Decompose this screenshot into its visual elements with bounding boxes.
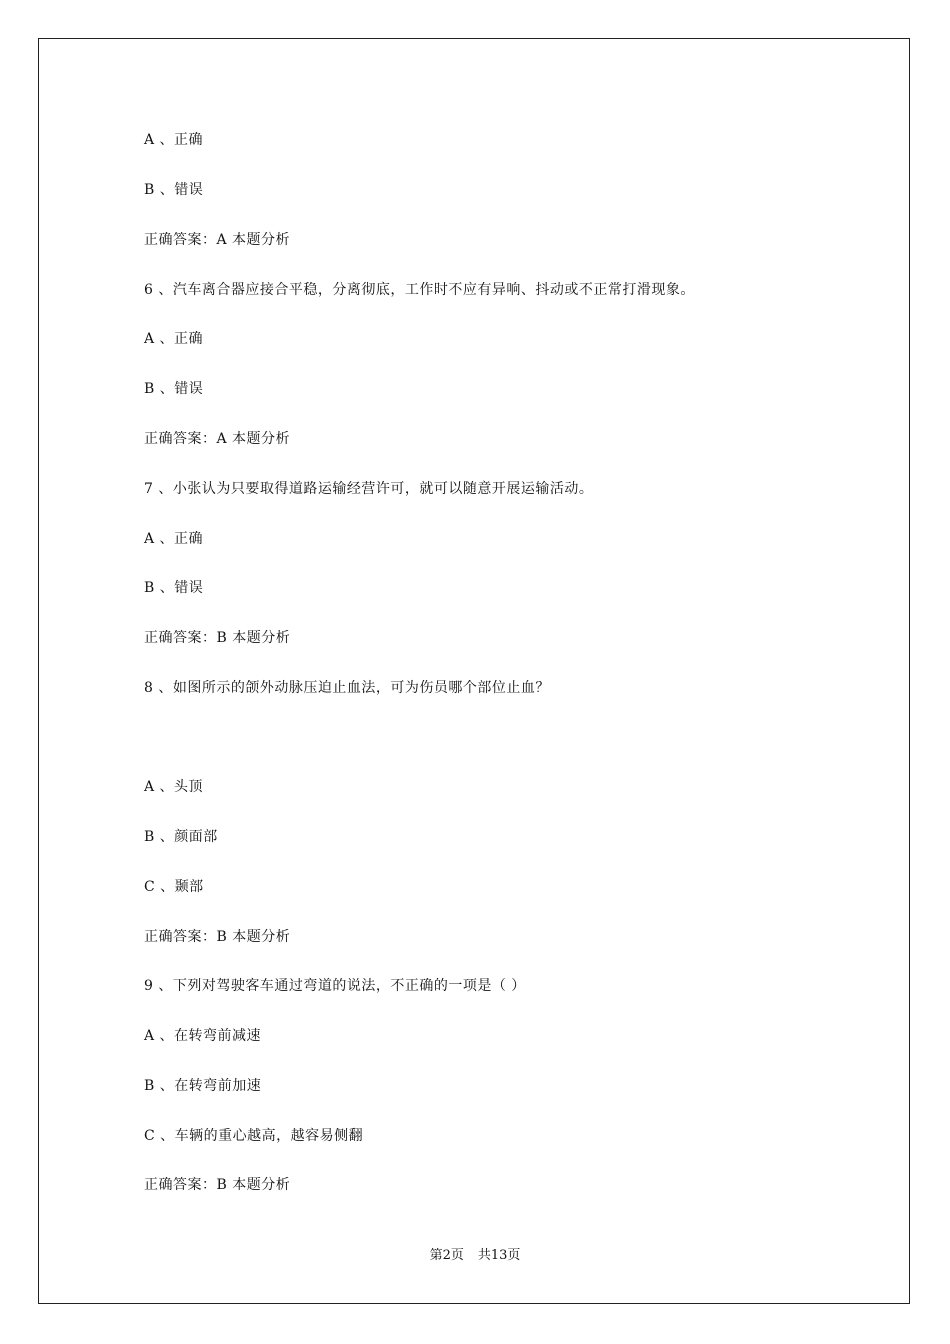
question-line: 9 、下列对驾驶客车通过弯道的说法，不正确的一项是（ ）	[144, 978, 526, 994]
option-line: A 、正确	[144, 331, 204, 347]
answer-line: 正确答案：B 本题分析	[144, 1177, 291, 1193]
option-line: B 、错误	[144, 580, 204, 596]
option-line: A 、正确	[144, 531, 204, 547]
option-line: A 、正确	[144, 132, 204, 148]
option-line: B 、错误	[144, 182, 204, 198]
page-number: 第2页	[429, 1248, 464, 1263]
page-footer	[0, 1248, 950, 1264]
answer-line: 正确答案：B 本题分析	[144, 929, 291, 945]
option-line: B 、错误	[144, 381, 204, 397]
question-line: 7 、小张认为只要取得道路运输经营许可，就可以随意开展运输活动。	[144, 481, 594, 497]
option-line: B 、在转弯前加速	[144, 1078, 262, 1094]
option-line: C 、颞部	[144, 879, 204, 895]
option-line: A 、头顶	[144, 779, 204, 795]
option-line: A 、在转弯前减速	[144, 1028, 262, 1044]
option-line: C 、车辆的重心越高，越容易侧翻	[144, 1128, 364, 1144]
question-line: 8 、如图所示的颌外动脉压迫止血法，可为伤员哪个部位止血？	[144, 680, 550, 696]
option-line: B 、颜面部	[144, 829, 218, 845]
question-line: 6 、汽车离合器应接合平稳，分离彻底，工作时不应有异响、抖动或不正常打滑现象。	[144, 282, 695, 298]
answer-line: 正确答案：B 本题分析	[144, 630, 291, 646]
answer-line: 正确答案：A 本题分析	[144, 431, 291, 447]
answer-line: 正确答案：A 本题分析	[144, 232, 291, 248]
page-total: 共13页	[477, 1248, 521, 1263]
question-image-area	[144, 712, 744, 762]
page-frame	[38, 38, 910, 1304]
